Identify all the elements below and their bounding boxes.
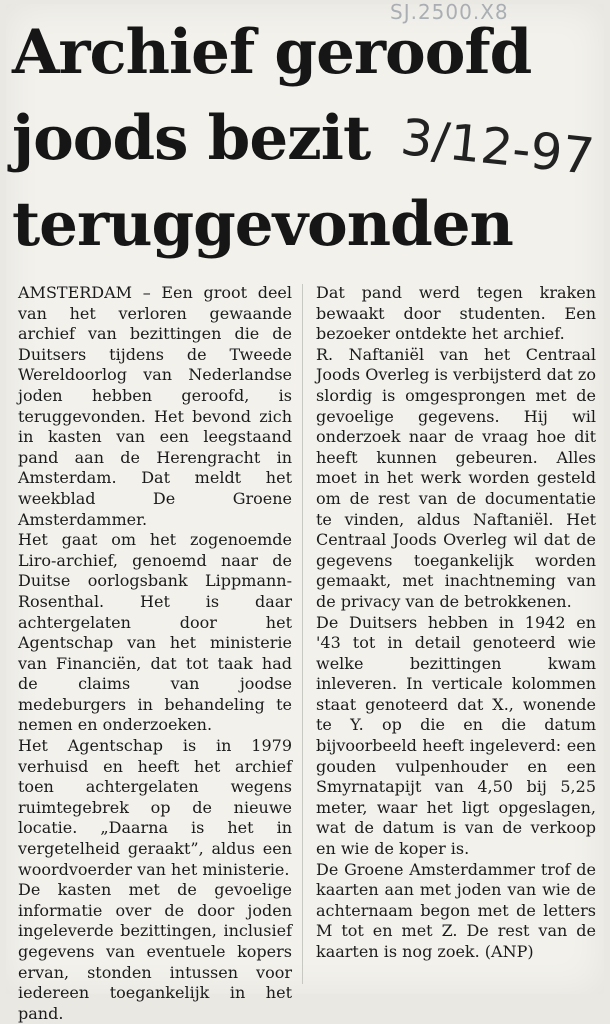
article-paragraph: De Groene Amsterdammer trof de kaarten aan met joden van wie de achternaam begon met de letters M tot en met Z. De rest van de kaarten is nog zoek. (ANP) — [316, 859, 596, 961]
headline-line-2: joods bezit — [12, 103, 371, 174]
headline-line-3: teruggevonden — [12, 189, 513, 260]
article-column-right — [316, 283, 596, 963]
headline-line-1: Archief geroofd — [12, 17, 532, 88]
article-column-left — [18, 283, 292, 1024]
article-paragraph: Het gaat om het zogenoemde Liro-archief, genoemd naar de Duitse oorlogsbank Lippmann-Rosenthal. Het is daar achtergelaten door het Agentschap van het ministerie van Financiën, dat tot taak had de claims van joodse medeburgers in behandeling te nemen en onderzoeken. — [18, 530, 292, 735]
handwritten-date: 3/12-97 — [397, 108, 597, 186]
article-paragraph: De kasten met de gevoelige informatie over de door joden ingeleverde bezittingen, inclusief gegevens van eventuele kopers ervan, stonden intussen voor iedereen toegankelijk in het pand. — [18, 880, 292, 1023]
article-paragraph: Het Agentschap is in 1979 verhuisd en heeft het archief toen achtergelaten wegens ruimtegebrek op de nieuwe locatie. „Daarna is het in vergetelheid geraakt”, aldus een woordvoerder van het ministerie. — [18, 736, 292, 879]
article-paragraph: De Duitsers hebben in 1942 en '43 tot in detail genoteerd wie welke bezittingen kwam inleveren. In verticale kolommen staat genoteerd dat X., wonende te Y. op die en die datum bijvoorbeeld heeft ingeleverd: een gouden vulpenhouder en een Smyrnatapijt van 4,50 bij 5,25 meter, waar het ligt opgeslagen, wat de datum is van de verkoop en wie de koper is. — [316, 612, 596, 859]
column-divider — [302, 284, 303, 984]
archive-stamp: SJ.2500.X8 — [390, 0, 509, 24]
article-paragraph: R. Naftaniël van het Centraal Joods Overleg is verbijsterd dat zo slordig is omgesprongen met de gevoelige gegevens. Hij wil onderzoek naar de vraag hoe dit heeft kunnen gebeuren. Alles moet in het werk worden gesteld om de rest van de documentatie te vinden, aldus Naftaniël. Het Centraal Joods Overleg wil dat de gegevens toegankelijk worden gemaakt, met inachtneming van de privacy van de betrokkenen. — [316, 344, 596, 611]
article-paragraph: Dat pand werd tegen kraken bewaakt door studenten. Een bezoeker ontdekte het archief. — [316, 283, 596, 344]
article-paragraph: AMSTERDAM – Een groot deel van het verloren gewaande archief van bezittingen die de Duitsers tijdens de Tweede Wereldoorlog van Nederlandse joden hebben geroofd, is teruggevonden. Het bevond zich in kasten van een leegstaand pand aan de Herengracht in Amsterdam. Dat meldt het weekblad De Groene Amsterdammer. — [18, 283, 292, 529]
